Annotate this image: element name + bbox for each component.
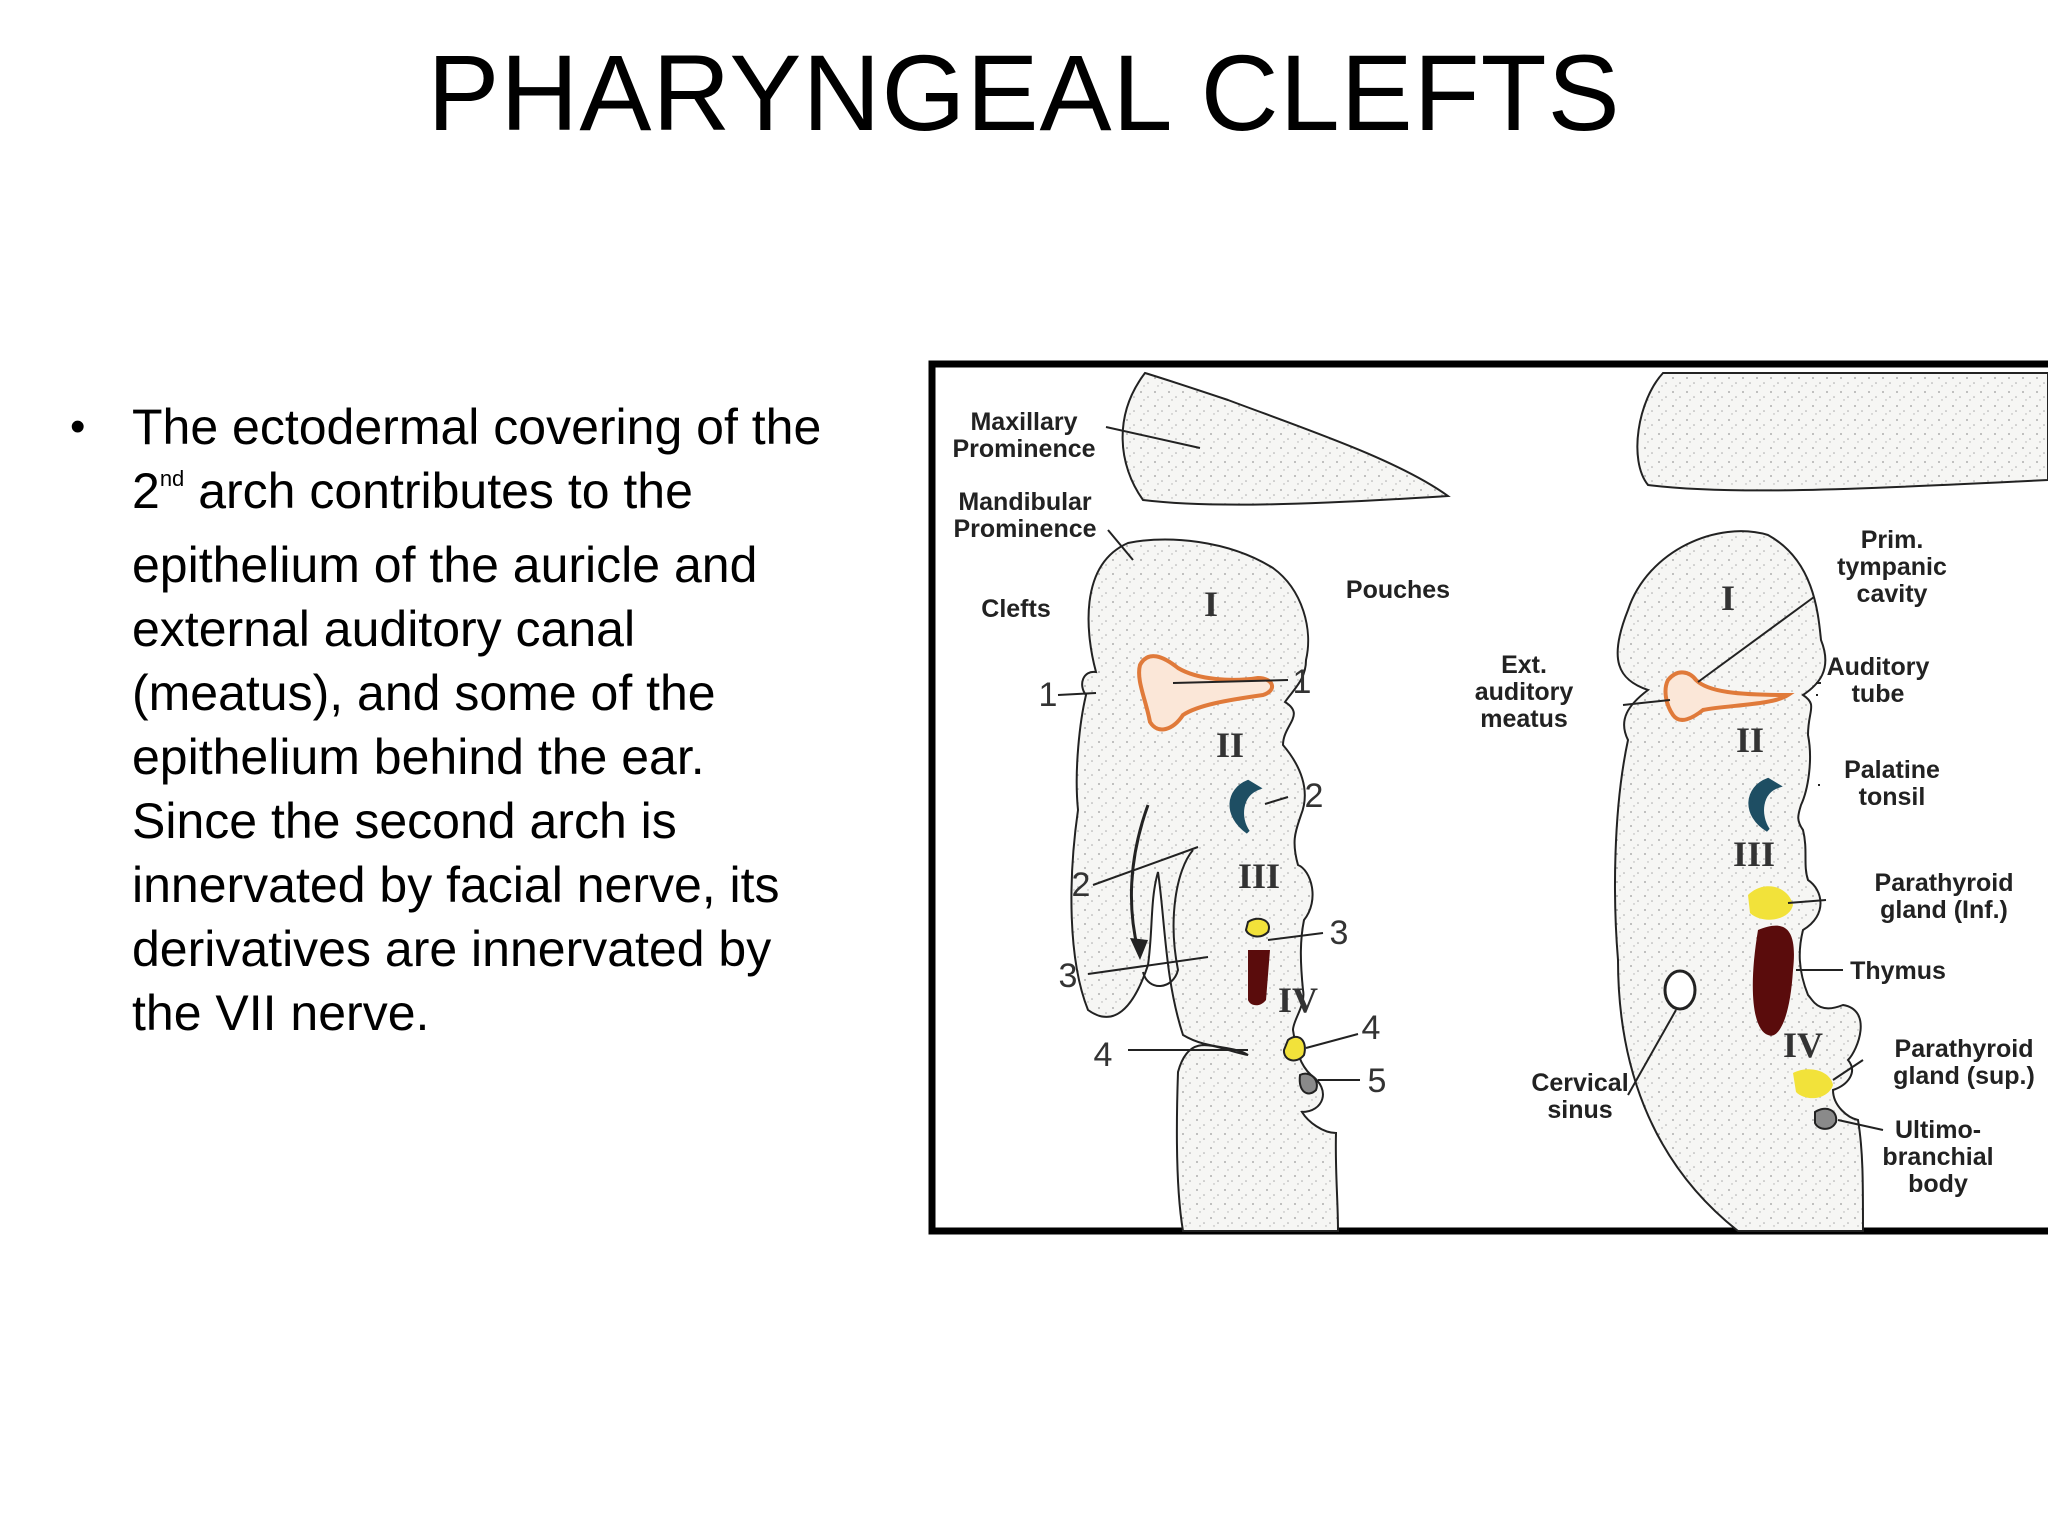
label-ultimobranchial-3: body — [1908, 1170, 1968, 1198]
label-auditory-tube-2: tube — [1851, 680, 1905, 708]
diagram-svg — [928, 360, 2048, 1235]
bullet-text — [132, 395, 992, 1045]
pouch-4-shape — [1284, 1037, 1305, 1061]
pouch-number-5: 5 — [1367, 1062, 1387, 1100]
cleft-number-2: 2 — [1071, 866, 1091, 904]
label-prim-tympanic-3: cavity — [1856, 580, 1928, 608]
label-mandibular-2: Prominence — [953, 515, 1097, 543]
pouch-5-shape — [1300, 1074, 1317, 1094]
bullet-marker: • — [70, 402, 86, 451]
label-mandibular-1: Mandibular — [958, 488, 1092, 516]
arch-numeral-right-1: I — [1720, 578, 1736, 618]
label-ultimobranchial-1: Ultimo- — [1894, 1116, 1982, 1144]
arch-numeral-right-3: III — [1732, 834, 1776, 874]
bullet-line: epithelium behind the ear. — [132, 729, 705, 785]
bullet-line: epithelium of the auricle and — [132, 537, 758, 593]
right-cervical-sinus-shape — [1665, 971, 1695, 1009]
slide-title: PHARYNGEAL CLEFTS — [427, 32, 1621, 153]
right-maxillary-shape — [1637, 373, 2048, 490]
label-maxillary-2: Prominence — [952, 435, 1096, 463]
label-auditory-tube-1: Auditory — [1826, 653, 1930, 681]
pouch-number-2: 2 — [1304, 777, 1324, 815]
cleft-number-4: 4 — [1093, 1036, 1113, 1074]
bullet-line: Since the second arch is — [132, 793, 677, 849]
label-ultimobranchial-2: branchial — [1882, 1143, 1994, 1171]
label-thymus: Thymus — [1850, 957, 1946, 985]
label-palatine-tonsil-2: tonsil — [1858, 783, 1926, 811]
bullet-line-rest: arch contributes to the — [184, 463, 693, 519]
arch-numeral-right-4: IV — [1782, 1025, 1824, 1065]
cleft-number-3: 3 — [1058, 957, 1078, 995]
label-parathyroid-sup-1: Parathyroid — [1894, 1035, 2034, 1063]
bullet-line: (meatus), and some of the — [132, 665, 716, 721]
bullet-line: The ectodermal covering of the — [132, 399, 822, 455]
bullet-line: derivatives are innervated by — [132, 921, 772, 977]
arch-numeral-left-4: IV — [1277, 980, 1319, 1020]
label-parathyroid-sup-2: gland (sup.) — [1893, 1062, 2035, 1090]
pouch-number-4: 4 — [1361, 1009, 1381, 1047]
pouch-3-parathyroid-shape — [1246, 919, 1269, 937]
bullet-line: innervated by facial nerve, its — [132, 857, 780, 913]
pouch-number-1: 1 — [1292, 663, 1312, 701]
label-parathyroid-inf-2: gland (Inf.) — [1880, 896, 2008, 924]
pouch-number-3: 3 — [1329, 914, 1349, 952]
label-prim-tympanic-1: Prim. — [1860, 526, 1924, 554]
arch-numeral-right-2: II — [1735, 720, 1765, 760]
ordinal-suffix: nd — [159, 466, 185, 491]
cleft-number-1: 1 — [1038, 676, 1058, 714]
arch-numeral-left-3: III — [1237, 856, 1281, 896]
bullet-line: external auditory canal — [132, 601, 636, 657]
arch-numeral-left-2: II — [1215, 725, 1245, 765]
label-clefts: Clefts — [981, 595, 1051, 623]
label-cervical-sinus-1: Cervical — [1531, 1069, 1629, 1097]
ordinal-number: 2 — [132, 463, 160, 519]
label-pouches: Pouches — [1345, 576, 1451, 604]
label-palatine-tonsil-1: Palatine — [1844, 756, 1940, 784]
right-ultimobranchial-shape — [1815, 1109, 1836, 1129]
label-ext-meatus-2: auditory — [1474, 678, 1574, 706]
bullet-line — [132, 459, 992, 533]
label-cervical-sinus-2: sinus — [1547, 1096, 1613, 1124]
label-maxillary-1: Maxillary — [970, 408, 1078, 436]
label-prim-tympanic-2: tympanic — [1837, 553, 1947, 581]
label-ext-meatus-1: Ext. — [1501, 651, 1547, 679]
arch-numeral-left-1: I — [1203, 584, 1219, 624]
label-parathyroid-inf-1: Parathyroid — [1874, 869, 2014, 897]
label-ext-meatus-3: meatus — [1480, 705, 1568, 733]
pharyngeal-arch-diagram — [928, 360, 2048, 1235]
bullet-line: the VII nerve. — [132, 985, 430, 1041]
